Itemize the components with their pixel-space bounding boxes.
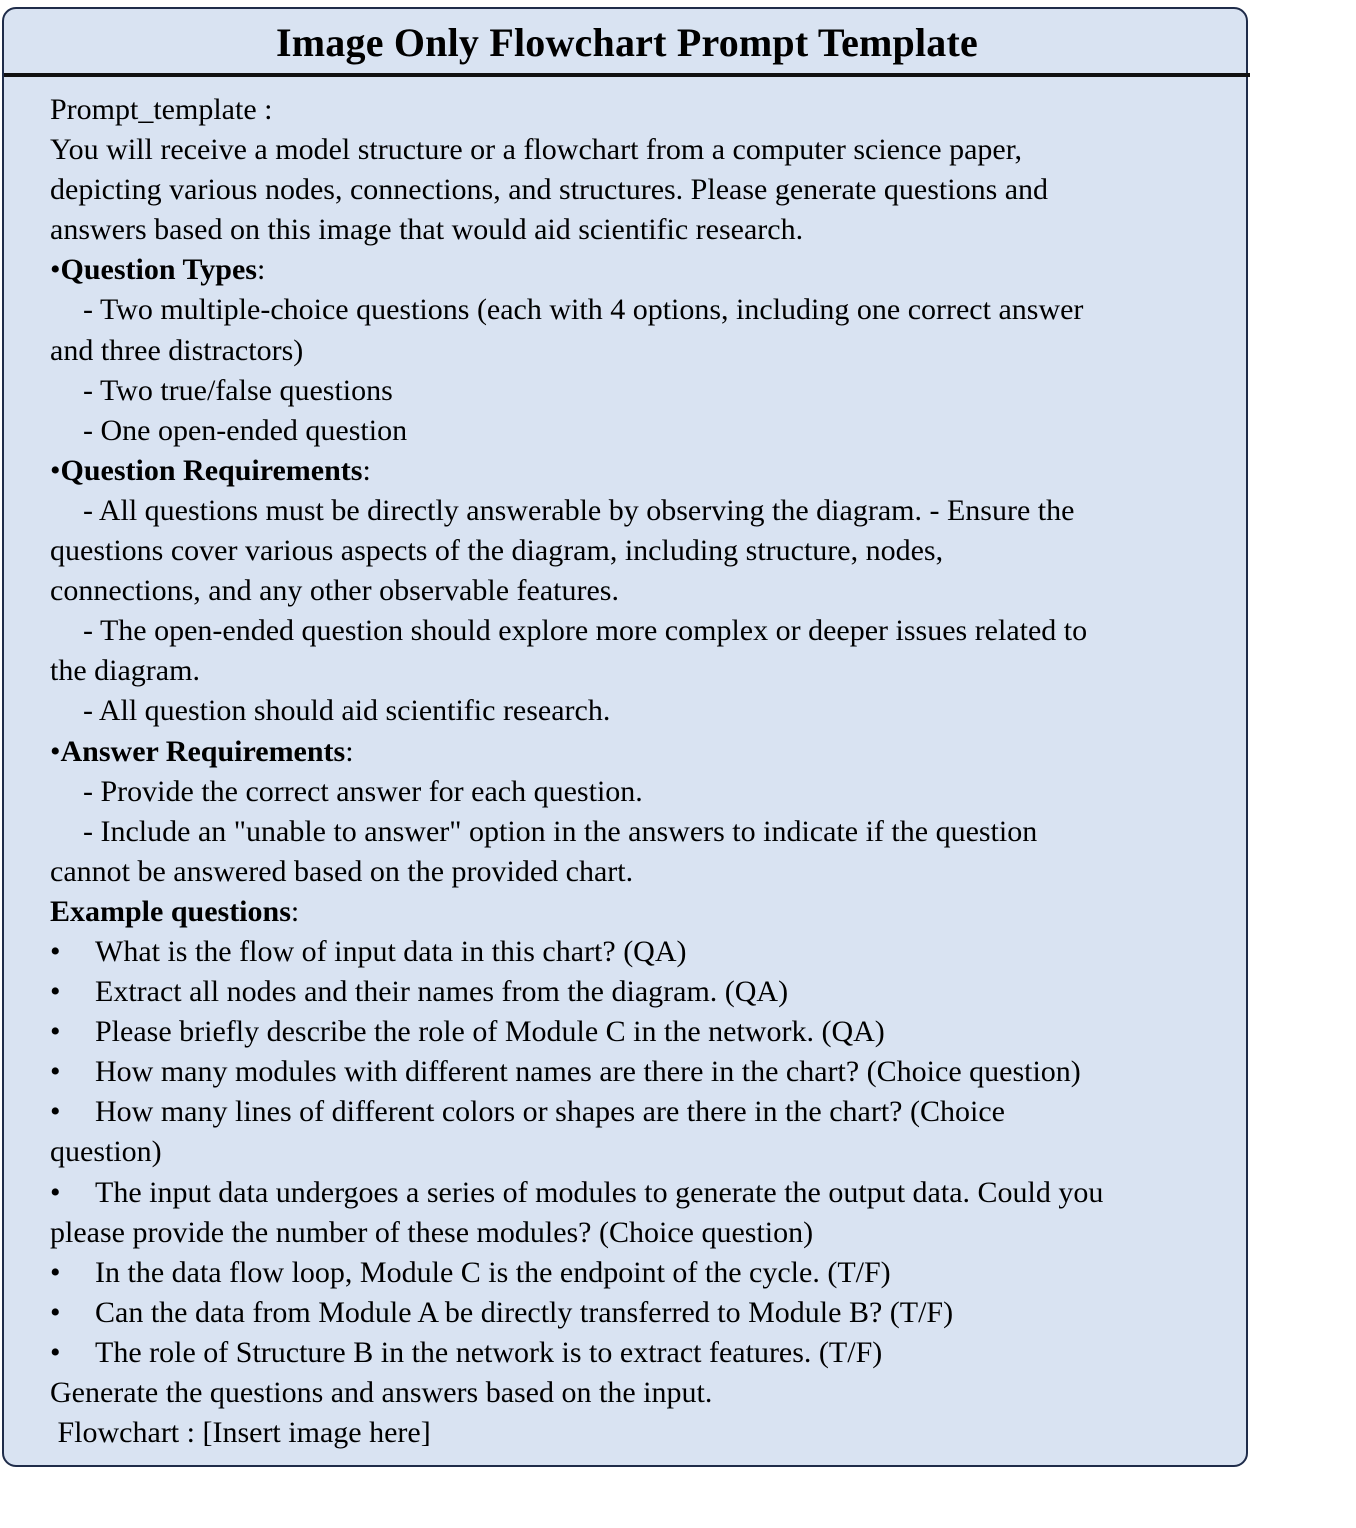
- closing-instruction: Generate the questions and answers based on the input.: [50, 1376, 713, 1409]
- example-question: • Please briefly describe the role of Module C in the network. (QA): [50, 1012, 1245, 1052]
- bullet-icon: •: [50, 975, 61, 1009]
- template-title: Image Only Flowchart Prompt Template: [276, 20, 978, 65]
- answer-requirements-heading: •Answer Requirements:: [50, 734, 354, 768]
- bullet-icon: •: [50, 1335, 61, 1369]
- question-requirements-line: the diagram.: [50, 654, 200, 688]
- question-requirements-line: questions cover various aspects of the diagram, including structure, nodes,: [50, 534, 944, 568]
- question-types-line: - One open-ended question: [83, 413, 408, 447]
- example-question: • Extract all nodes and their names from the diagram. (QA): [50, 972, 1245, 1012]
- example-question: • How many lines of different colors or shapes are there in the chart? (Choice: [50, 1092, 1245, 1132]
- intro-line: You will receive a model structure or a flowchart from a computer science paper,: [50, 133, 1023, 167]
- question-types-label: Question Types: [60, 253, 257, 287]
- example-question: • Can the data from Module A be directly transferred to Module B? (T/F): [50, 1293, 1245, 1333]
- question-types-heading: •Question Types:: [50, 253, 266, 287]
- example-question: • What is the flow of input data in this chart? (QA): [50, 932, 1245, 972]
- question-types-line: - Two true/false questions: [83, 373, 393, 407]
- question-types-line: and three distractors): [50, 333, 304, 367]
- question-requirements-label: Question Requirements: [60, 453, 363, 487]
- example-question: • The input data undergoes a series of modules to generate the output data. Could you: [50, 1173, 1245, 1213]
- answer-requirements-label: Answer Requirements: [60, 734, 346, 768]
- question-requirements-line: connections, and any other observable features.: [50, 574, 619, 608]
- intro-line: answers based on this image that would aid scientific research.: [50, 213, 804, 247]
- prompt-label: Prompt_template :: [50, 93, 273, 126]
- question-types-line: - Two multiple-choice questions (each with 4 options, including one correct answer: [83, 293, 1084, 327]
- bullet-icon: •: [50, 1295, 61, 1329]
- question-requirements-line: - The open-ended question should explore more complex or deeper issues related to: [83, 614, 1088, 648]
- intro-line: depicting various nodes, connections, and structures. Please generate questions and: [50, 173, 1049, 207]
- flowchart-placeholder: Flowchart : [Insert image here]: [50, 1416, 431, 1450]
- bullet-icon: •: [50, 934, 61, 968]
- bullet-icon: •: [50, 1175, 61, 1209]
- answer-requirements-line: - Provide the correct answer for each question.: [83, 774, 643, 808]
- question-requirements-line: - All question should aid scientific research.: [83, 694, 611, 728]
- example-question: • The role of Structure B in the network is to extract features. (T/F): [50, 1333, 1245, 1373]
- bullet-icon: •: [50, 1015, 61, 1049]
- answer-requirements-line: cannot be answered based on the provided chart.: [50, 854, 634, 888]
- bullet-icon: •: [50, 1055, 61, 1089]
- answer-requirements-line: - Include an "unable to answer" option in the answers to indicate if the question: [83, 814, 1038, 848]
- title-divider: [4, 73, 1250, 77]
- example-questions-heading: Example questions:: [50, 894, 300, 928]
- template-body: [50, 90, 1245, 1453]
- question-requirements-heading: •Question Requirements:: [50, 453, 371, 487]
- example-question-cont: please provide the number of these modules? (Choice question): [50, 1215, 814, 1249]
- example-question-cont: question): [50, 1135, 162, 1169]
- bullet-icon: •: [50, 1095, 61, 1129]
- bullet-icon: •: [50, 1255, 61, 1289]
- example-question: • How many modules with different names are there in the chart? (Choice question): [50, 1052, 1245, 1092]
- question-requirements-line: - All questions must be directly answerable by observing the diagram. - Ensure the: [83, 493, 1075, 527]
- example-questions-label: Example questions: [50, 894, 291, 928]
- example-question: • In the data flow loop, Module C is the endpoint of the cycle. (T/F): [50, 1253, 1245, 1293]
